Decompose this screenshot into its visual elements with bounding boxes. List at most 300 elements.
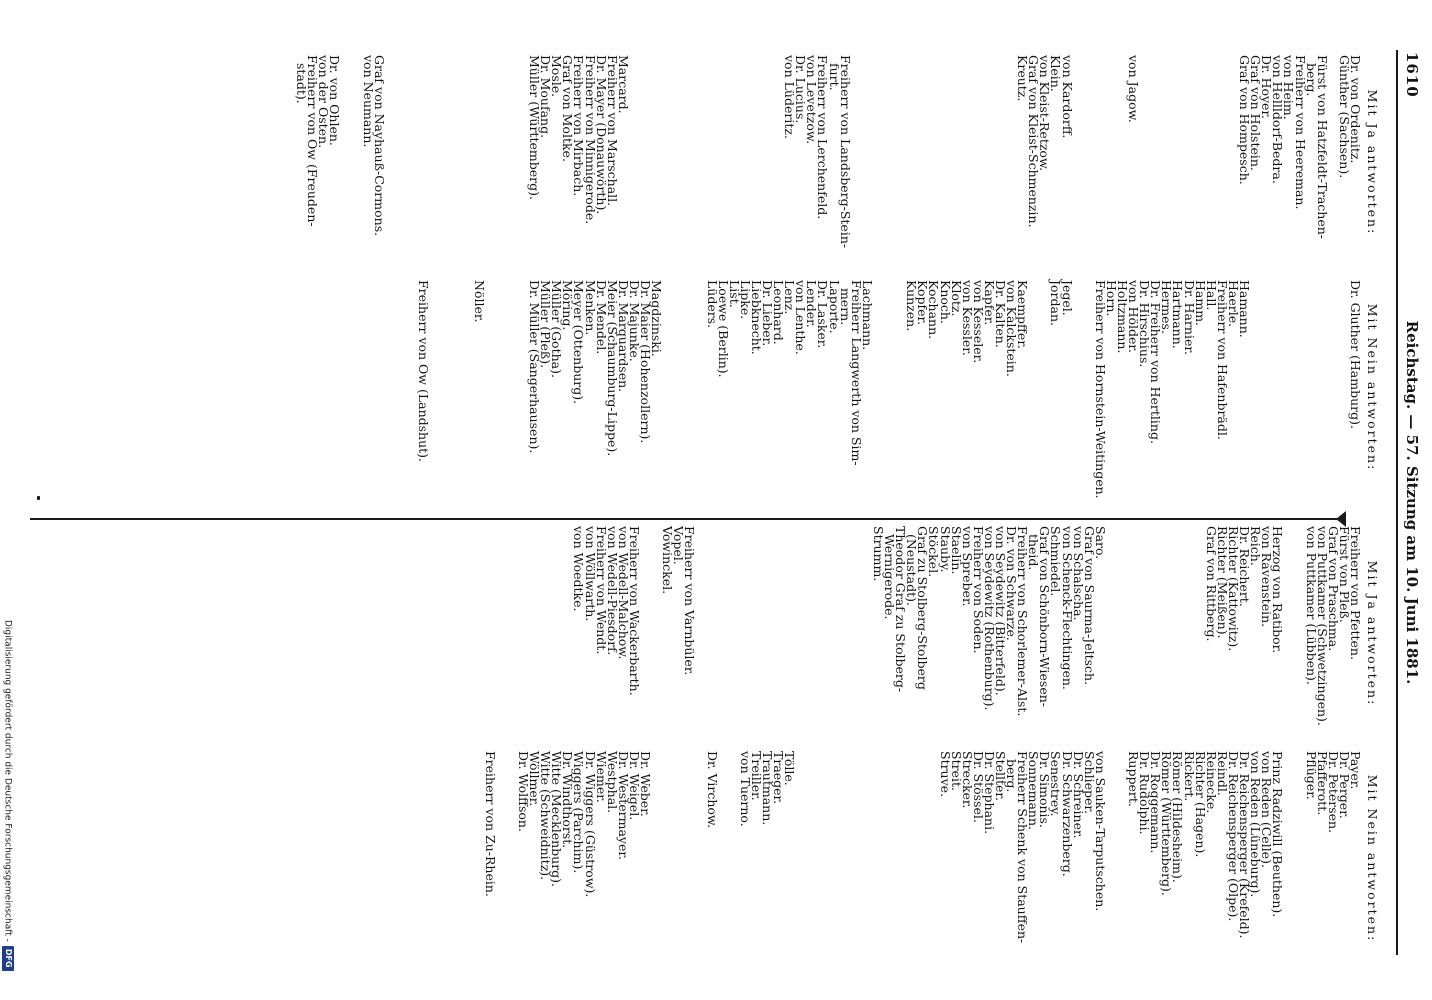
member-name: Dr. Westermayer. — [615, 751, 631, 860]
member-name: Mosle. — [549, 55, 565, 98]
blank-line — [729, 526, 740, 741]
member-name: Freiherr von Schorlemer-Alst. — [1015, 526, 1031, 717]
blank-line — [806, 526, 817, 741]
member-name: Dr. Rudolphi. — [1137, 751, 1153, 835]
member-name: Payer. — [1348, 751, 1363, 790]
blank-line — [507, 280, 518, 495]
member-name: Dr. Majunke. — [626, 280, 642, 362]
member-name: Freiherr von Lerchenfeld. — [815, 55, 831, 220]
member-name: Holtzmann. — [1115, 280, 1131, 354]
member-name: Strecker. — [959, 751, 975, 809]
member-name: Graf von Schönborn-Wiesen- — [1037, 526, 1053, 708]
member-name: von Wöllwarth. — [582, 526, 598, 622]
member-name: von Woedtke. — [571, 526, 587, 612]
member-name: (Neustadt). — [904, 526, 920, 606]
blank-line — [1283, 751, 1294, 966]
blank-line — [1172, 55, 1183, 270]
member-name: Laporte. — [826, 280, 842, 334]
blank-line — [462, 55, 473, 270]
member-name: Dr. Gluther (Hamburg). — [1348, 280, 1363, 429]
member-name: Reindl. — [1214, 751, 1230, 796]
member-name: Dr. Weigel. — [626, 751, 642, 821]
nein-column-right — [482, 751, 1380, 966]
page-number: 1610 — [1403, 52, 1421, 98]
blank-line — [962, 55, 973, 270]
blank-line — [1328, 280, 1339, 495]
member-name: Freiherr von Heereman. — [1292, 55, 1308, 210]
blank-line — [729, 55, 740, 270]
member-name: Rickert. — [1181, 751, 1197, 802]
member-name: Vowinckel. — [660, 526, 676, 595]
member-name: von Jagow. — [1126, 55, 1142, 123]
credit-text: Digitalisierung gefördert durch die Deutsche Forschungsgemeinschaft - — [2, 620, 13, 942]
blank-line — [440, 280, 451, 495]
member-name: Liebknecht. — [748, 280, 764, 355]
blank-line — [840, 526, 851, 741]
member-name: Magdzinski. — [649, 280, 665, 357]
blank-line — [817, 526, 828, 741]
member-name: Müller (Pleß). — [538, 280, 554, 369]
member-name: von Schenck-Flechtingen. — [1059, 526, 1075, 690]
member-name: Graf von Nayhauß-Cormons. — [371, 55, 387, 237]
blank-line — [917, 55, 928, 270]
blank-line — [684, 751, 695, 966]
member-name: Dr. von Ohlen. — [327, 55, 343, 146]
blank-line — [995, 55, 1006, 270]
member-name: Jegel. — [1059, 280, 1075, 316]
member-name: Wiemer. — [593, 751, 609, 803]
member-name: Haerle. — [1225, 280, 1241, 328]
blank-line — [762, 526, 773, 741]
member-name: von Seydewitz (Rothenburg). — [981, 526, 997, 711]
member-name: Dr. Lasker. — [815, 280, 831, 349]
member-name: Freiherr von Wendt. — [593, 526, 609, 655]
member-name: Struve. — [937, 751, 953, 798]
member-name: Dr. Stephani. — [981, 751, 997, 835]
member-name: mern. — [837, 280, 853, 326]
member-name: Witte (Schweidnitz). — [538, 751, 554, 881]
member-name: Meyer (Ottenburg). — [571, 280, 587, 405]
member-name: Wernigerode. — [882, 526, 898, 620]
blank-line — [1306, 280, 1317, 495]
member-name: stadt). — [294, 55, 310, 104]
ja-column-left — [296, 55, 1380, 270]
member-name: Dr. Roggemann. — [1148, 751, 1164, 854]
member-name: Freiherr von Soden. — [970, 526, 986, 654]
blank-line — [695, 526, 706, 741]
member-name: Freiherr von Ow (Freuden- — [305, 55, 321, 227]
blank-line — [851, 526, 862, 741]
member-name: Wiggers (Parchim). — [571, 751, 587, 874]
member-name: Graf von Praschma. — [1325, 526, 1341, 652]
member-name: Sonnemann. — [1026, 751, 1042, 830]
member-name: Reich. — [1248, 526, 1264, 566]
blank-line — [718, 55, 729, 270]
member-name: Reinecke. — [1203, 751, 1219, 814]
member-name: von Puttkamer (Schwetzingen). — [1314, 526, 1330, 726]
member-name: Müller (Württemberg). — [527, 55, 543, 200]
blank-line — [973, 55, 984, 270]
member-name: Streit. — [948, 751, 964, 791]
member-name: Freiherr von Varnbüler. — [682, 526, 698, 676]
member-name: von Lüderitz. — [782, 55, 798, 139]
member-name: Klotz. — [948, 280, 964, 317]
member-name: Graf von Holstein. — [1248, 55, 1264, 171]
blank-line — [851, 751, 862, 966]
member-name: von Hellldorf-Bedra. — [1270, 55, 1286, 184]
member-name: Lachmann. — [859, 280, 875, 351]
blank-line — [507, 55, 518, 270]
blank-line — [817, 751, 828, 966]
blank-line — [407, 55, 418, 270]
blank-line — [1261, 280, 1272, 495]
member-name: Tölle. — [782, 751, 798, 786]
blank-line — [695, 55, 706, 270]
blank-line — [906, 55, 917, 270]
member-name: von Wedell-Piesdorf. — [604, 526, 620, 656]
blank-line — [1195, 55, 1206, 270]
print-speck — [37, 496, 40, 500]
member-name: Günther (Sachsen). — [1336, 55, 1352, 179]
member-name: Römer (Hildesheim). — [1170, 751, 1186, 883]
blank-line — [1184, 55, 1195, 270]
member-name: Loewe (Berlin). — [715, 280, 731, 378]
member-name: Dr. Müller (Sangerhausen). — [527, 280, 543, 454]
member-name: Freiherr von Hornstein-Weitingen. — [1092, 280, 1108, 499]
blank-line — [651, 55, 662, 270]
member-name: Dr. Mayer (Donauwörth). — [593, 55, 609, 215]
blank-line — [496, 55, 507, 270]
ja-list — [573, 526, 1361, 741]
blank-line — [784, 526, 795, 741]
blank-line — [773, 526, 784, 741]
blank-line — [429, 55, 440, 270]
member-name: berg. — [1004, 751, 1020, 793]
member-name: Dr. Schreiner. — [1070, 751, 1086, 839]
dfg-logo: DFG — [2, 946, 14, 971]
member-name: von Schalscha. — [1070, 526, 1086, 621]
blank-line — [740, 526, 751, 741]
member-name: Römer (Württemberg). — [1159, 751, 1175, 896]
member-name: Richter (Kattowitz). — [1225, 526, 1241, 652]
blank-line — [951, 55, 962, 270]
member-name: von der Osten. — [316, 55, 332, 149]
blank-line — [1161, 55, 1172, 270]
blank-line — [640, 55, 651, 270]
member-name: von Lenthe. — [793, 280, 809, 355]
blank-line — [873, 55, 884, 270]
member-name: Hamm. — [1192, 280, 1208, 327]
member-name: Kapfer. — [981, 280, 997, 326]
member-name: Traeger. — [771, 751, 787, 805]
member-name: Stellter. — [993, 751, 1008, 801]
blank-line — [396, 55, 407, 270]
member-name: von Heim. — [1281, 55, 1297, 120]
member-name: von Kalckstein. — [1004, 280, 1020, 377]
member-name: Hartmann. — [1170, 280, 1186, 349]
blank-line — [884, 55, 895, 270]
member-name: Freiherr Langwerth von Sim- — [848, 280, 864, 466]
blank-line — [895, 751, 906, 966]
member-name: Hall. — [1203, 280, 1219, 311]
member-name: Dr. Petersen. — [1325, 751, 1341, 834]
member-name: Lender. — [804, 280, 820, 328]
blank-line — [340, 55, 351, 270]
member-name: Freiherr von Mirbach. — [571, 55, 587, 197]
member-name: von Reden (Lüneburg). — [1248, 751, 1264, 898]
page-header — [1396, 50, 1424, 955]
member-name: Dr. Harnier. — [1181, 280, 1197, 355]
blank-line — [1217, 55, 1228, 270]
member-name: Schlieper. — [1081, 751, 1097, 814]
blank-line — [1106, 55, 1117, 270]
member-name: Dr. Mendel. — [593, 280, 609, 355]
member-name: theid. — [1026, 526, 1042, 571]
member-name: Hamann. — [1237, 280, 1253, 338]
member-name: von Kardorff. — [1059, 55, 1075, 139]
blank-line — [1283, 526, 1294, 741]
member-name: furt. — [826, 55, 842, 91]
member-name: Dr. Lucius. — [793, 55, 809, 124]
member-name: Kunzen. — [904, 280, 920, 332]
member-name: Pfafferott. — [1314, 751, 1330, 816]
blank-line — [1184, 526, 1195, 741]
blank-line — [418, 55, 429, 270]
member-name: Kreutz. — [1015, 55, 1031, 102]
blank-line — [751, 55, 762, 270]
member-name: Richter (Meißen). — [1214, 526, 1230, 639]
nein-heading: Mit Nein antworten: — [1365, 774, 1380, 943]
blank-line — [829, 526, 840, 741]
digitization-credit — [0, 620, 14, 1000]
blank-line — [662, 55, 673, 270]
member-name: berg. — [1303, 55, 1319, 97]
blank-line — [795, 526, 806, 741]
member-name: Freiherr von Marschall. — [604, 55, 620, 207]
column-divider — [30, 518, 1340, 520]
blank-line — [884, 751, 895, 966]
member-name: Dr. Lieber. — [760, 280, 776, 347]
member-name: Jordan. — [1048, 280, 1064, 326]
nein-list — [416, 280, 1363, 499]
member-name: Graf von Moltke. — [560, 55, 576, 162]
blank-line — [673, 55, 684, 270]
member-name: Freiherr von Hafenbrädl. — [1214, 280, 1230, 440]
member-name: List. — [726, 280, 742, 308]
blank-line — [684, 55, 695, 270]
ja-heading: Mit Ja antworten: — [1365, 560, 1380, 707]
member-name: Nöller. — [471, 280, 487, 323]
member-name: Hermes. — [1159, 280, 1175, 334]
member-name: Treiller. — [748, 751, 764, 801]
member-name: Richter (Hagen). — [1192, 751, 1208, 858]
blank-line — [1128, 526, 1139, 741]
member-name: Graf zu Stolberg-Stolberg — [915, 526, 931, 690]
member-name: Dr. Marquardsen. — [615, 280, 631, 393]
nein-list — [482, 751, 1363, 966]
member-name: Witte (Mecklenburg). — [549, 751, 565, 888]
member-name: Menken. — [582, 280, 598, 336]
member-name: Saro. — [1092, 526, 1108, 560]
blank-line — [917, 751, 928, 966]
blank-line — [706, 526, 717, 741]
member-name: Dr. Simonis. — [1037, 751, 1053, 828]
blank-line — [884, 280, 895, 495]
member-name: Dr. Stössel. — [970, 751, 986, 823]
member-name: Staelin. — [948, 526, 964, 575]
blank-line — [485, 55, 496, 270]
blank-line — [1294, 280, 1305, 495]
blank-line — [474, 55, 485, 270]
page-title: Reichstag. — 57. Sitzung am 10. Juni 1881. — [1403, 320, 1421, 685]
nein-heading: Mit Nein antworten: — [1365, 303, 1380, 472]
member-name: Dr. Maier (Hohenzollern). — [638, 280, 653, 444]
member-name: Dr. Kalten. — [993, 280, 1008, 348]
member-name: Leonhard. — [771, 280, 787, 345]
blank-line — [1317, 280, 1328, 495]
blank-line — [862, 55, 873, 270]
member-name: Dr. Perger. — [1336, 751, 1352, 819]
member-name: von Wedell-Malchow. — [615, 526, 631, 660]
member-name: von Seydewitz (Bitterfeld). — [993, 526, 1008, 696]
blank-line — [1161, 526, 1172, 741]
member-name: von Reden (Celle). — [1259, 751, 1275, 868]
member-name: Kochann. — [926, 280, 942, 340]
member-name: Fürst von Hatzfeldt-Trachen- — [1314, 55, 1330, 239]
member-name: Dr. von Ordenitz. — [1348, 55, 1363, 164]
ja-heading: Mit Ja antworten: — [1365, 89, 1380, 236]
ja-column-right — [573, 526, 1380, 741]
member-name: Meier (Schaumburg-Lippe). — [604, 280, 620, 457]
member-name: Freiherr von Minnigerode. — [582, 55, 598, 225]
member-name: Dr. Hirschius. — [1137, 280, 1153, 368]
member-name: Graf von Rittberg. — [1203, 526, 1219, 642]
member-name: Strumm. — [870, 526, 886, 582]
member-name: Herzog von Ratibor. — [1270, 526, 1286, 654]
member-name: von Levetzow. — [804, 55, 820, 145]
blank-line — [496, 280, 507, 495]
member-name: von Sauken-Tarputschen. — [1092, 751, 1108, 912]
blank-line — [939, 55, 950, 270]
member-name: Graf von Kleist-Schmenzin. — [1026, 55, 1042, 228]
blank-line — [1150, 55, 1161, 270]
member-name: Dr. Schwarzenberg. — [1059, 751, 1075, 877]
blank-line — [673, 280, 684, 495]
blank-line — [1095, 55, 1106, 270]
member-name: Freiherr von Pfetten. — [1348, 526, 1363, 660]
member-name: Stöckel. — [926, 526, 942, 578]
member-name: Dr. Hoyer. — [1259, 55, 1275, 120]
member-name: Möring. — [560, 280, 576, 331]
member-name: Freiherr von Zu-Rhein. — [482, 751, 498, 897]
blank-line — [451, 55, 462, 270]
member-name: Graf von Saurma-Jeltsch. — [1081, 526, 1097, 686]
member-name: Dr. Reichert. — [1237, 526, 1253, 607]
blank-line — [984, 55, 995, 270]
blank-line — [873, 751, 884, 966]
member-name: von Tuerno. — [737, 751, 753, 827]
blank-line — [673, 751, 684, 966]
blank-line — [906, 751, 917, 966]
blank-line — [740, 55, 751, 270]
blank-line — [1139, 526, 1150, 741]
blank-line — [706, 55, 717, 270]
member-name: von Kessler. — [959, 280, 975, 356]
member-name: Dr. Wolffson. — [515, 751, 531, 832]
blank-line — [829, 751, 840, 966]
member-name: von Hölder. — [1126, 280, 1142, 354]
member-name: Kopfer. — [915, 280, 931, 326]
member-name: Marcard. — [615, 55, 631, 114]
member-name: Freiherr von Landsberg-Stein- — [837, 55, 853, 249]
blank-line — [1272, 280, 1283, 495]
member-name: Müller (Gotha). — [549, 280, 565, 378]
member-name: Dr. von Schwarze. — [1004, 526, 1020, 641]
member-name: Dr. Moufang. — [538, 55, 554, 139]
member-name: Westphal. — [604, 751, 620, 814]
blank-line — [718, 526, 729, 741]
member-name: Ruppert. — [1126, 751, 1142, 807]
member-name: Lenz. — [782, 280, 798, 315]
member-name: Wöllmer. — [527, 751, 543, 807]
member-name: Graf von Hompesch. — [1237, 55, 1253, 185]
blank-line — [862, 751, 873, 966]
blank-line — [928, 55, 939, 270]
member-name: Lipke. — [737, 280, 753, 320]
blank-line — [1172, 526, 1183, 741]
member-name: von Puttkamer (Lübben). — [1303, 526, 1319, 685]
member-name: Horn. — [1103, 280, 1119, 317]
member-name: Schmiedel. — [1048, 526, 1064, 597]
blank-line — [1206, 55, 1217, 270]
member-name: Freiherr von Wackerbarth. — [626, 526, 642, 696]
member-name: Dr. Weber. — [638, 751, 653, 817]
member-name: Klein. — [1048, 55, 1064, 92]
blank-line — [762, 55, 773, 270]
member-name: Freiherr Schenk von Stauffen- — [1015, 751, 1031, 944]
blank-line — [751, 526, 762, 741]
blank-line — [684, 280, 695, 495]
blank-line — [895, 55, 906, 270]
member-name: Dr. Windthorst. — [560, 751, 576, 849]
member-name: Senestrey. — [1048, 751, 1064, 817]
member-name: von Ravenstein. — [1259, 526, 1275, 628]
member-name: Fürst von Pleß. — [1336, 526, 1352, 623]
member-name: Kaempffer. — [1015, 280, 1031, 349]
member-name: Freiherr von Ow (Landshut). — [416, 280, 432, 463]
member-name: Prinz Radziwill (Beuthen). — [1270, 751, 1286, 918]
member-name: Dr. Virchow. — [704, 751, 720, 829]
member-name: Dr. Wiggers (Güstrow). — [582, 751, 598, 898]
member-name: Trautmann. — [760, 751, 776, 826]
blank-line — [451, 280, 462, 495]
blank-line — [1283, 280, 1294, 495]
member-name: Pflüger. — [1303, 751, 1319, 800]
member-name: Vopel. — [671, 526, 687, 565]
member-name: von Kesseler. — [970, 280, 986, 364]
nein-column-left — [416, 280, 1380, 499]
blank-line — [1150, 526, 1161, 741]
blank-line — [1117, 526, 1128, 741]
blank-line — [806, 751, 817, 966]
blank-line — [662, 751, 673, 966]
blank-line — [440, 55, 451, 270]
member-name: Theodor Graf zu Stolberg- — [893, 526, 909, 693]
member-name: Dr. Freiherr von Hertling. — [1148, 280, 1164, 444]
member-name: Knoch. — [937, 280, 953, 324]
member-name: von Spreber. — [959, 526, 975, 607]
member-name: von Neumann. — [360, 55, 376, 148]
